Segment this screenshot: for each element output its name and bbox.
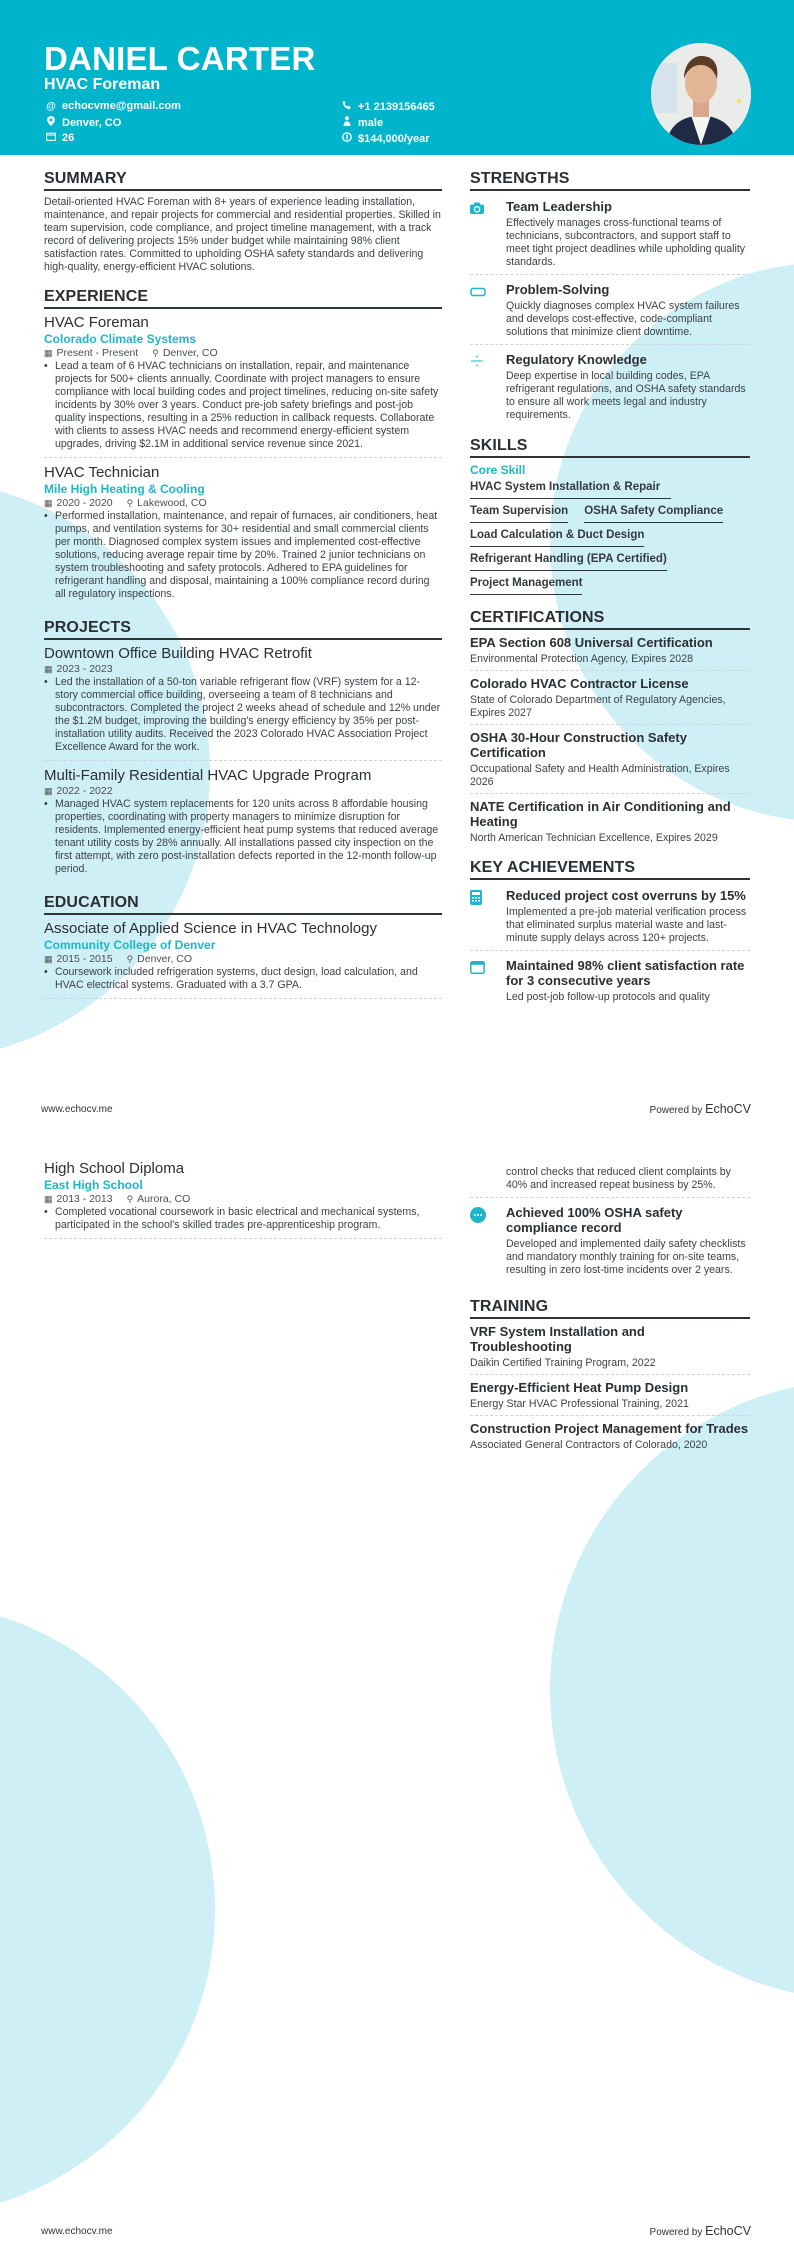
entry-meta bbox=[44, 347, 442, 359]
phone-icon bbox=[340, 100, 354, 113]
right-column bbox=[470, 170, 750, 1013]
entry-dates: Present - Present bbox=[56, 347, 139, 359]
training-title: Energy-Efficient Heat Pump Design bbox=[470, 1380, 689, 1395]
calendar-icon: ▦ bbox=[44, 348, 53, 358]
degree-title: High School Diploma bbox=[44, 1160, 185, 1177]
entry-location: Aurora, CO bbox=[137, 1193, 191, 1205]
calendar-icon bbox=[44, 132, 58, 144]
calendar-icon: ▦ bbox=[44, 664, 53, 674]
summary-section bbox=[44, 170, 442, 274]
divide-icon bbox=[470, 352, 506, 422]
education-entry bbox=[44, 1160, 442, 1239]
avatar bbox=[651, 43, 751, 145]
strength-desc: Effectively manages cross-functional teams of technicians, subcontractors, and support staff to meet tight project deadlines while upholding quality standards. bbox=[506, 217, 746, 268]
job-title: HVAC Technician bbox=[44, 464, 160, 481]
education-section bbox=[44, 894, 442, 999]
skill-tag: Team Supervision bbox=[470, 503, 568, 523]
achievement-item bbox=[470, 885, 750, 951]
experience-section bbox=[44, 288, 442, 607]
skills-section bbox=[470, 437, 750, 599]
camera-icon bbox=[470, 199, 506, 269]
certification-item bbox=[470, 676, 750, 725]
strength-desc: Deep expertise in local building codes, EPA refrigerant regulations, and OSHA safety standards to ensure all work meets legal and industry requirements. bbox=[506, 370, 746, 421]
entry-meta bbox=[44, 663, 442, 675]
entry-meta bbox=[44, 785, 442, 797]
strength-item bbox=[470, 279, 750, 345]
contact-location: Denver, CO bbox=[44, 116, 121, 129]
skill-tag: Load Calculation & Duct Design bbox=[470, 527, 644, 547]
training-provider: Associated General Contractors of Colorado, 2020 bbox=[470, 1439, 708, 1451]
achievement-title: Maintained 98% client satisfaction rate for 3 consecutive years bbox=[506, 958, 745, 988]
strength-item bbox=[470, 349, 750, 427]
map-pin-icon: ⚲ bbox=[152, 348, 159, 358]
achievement-desc: control checks that reduced client complaints by 40% and increased repeat business by 25%. bbox=[506, 1166, 731, 1191]
experience-entry bbox=[44, 464, 442, 607]
achievement-desc: Implemented a pre-job material verification process that eliminated surplus material waste and last-minute supply delays across 120+ projects. bbox=[506, 906, 747, 944]
brand-logo: EchoCV bbox=[705, 1102, 751, 1116]
job-title: HVAC Foreman bbox=[44, 314, 149, 331]
footer-site-link[interactable]: www.echocv.me bbox=[41, 1104, 113, 1115]
skill-tag: OSHA Safety Compliance bbox=[584, 503, 723, 523]
left-column-page2 bbox=[44, 1160, 442, 1245]
cert-title: Colorado HVAC Contractor License bbox=[470, 676, 689, 691]
calendar-icon bbox=[470, 958, 506, 1004]
brand-logo: EchoCV bbox=[705, 2224, 751, 2238]
spacer bbox=[470, 1166, 506, 1192]
entry-bullet: • Led the installation of a 50-ton variable refrigerant flow (VRF) system for a 12-story commercial office building, overseeing a team of 8 technicians and subcontractors. Completed the project 2 weeks ahead of schedule and 12% under the $1.2M budget, improving the building's energy efficiency by 35% per post-installation utility audits. Received the 2023 Colorado HVAC Association Project Excellence Award for the work. bbox=[44, 676, 441, 753]
training-section bbox=[470, 1298, 750, 1456]
project-title: Multi-Family Residential HVAC Upgrade Program bbox=[44, 767, 372, 784]
achievements-heading: KEY ACHIEVEMENTS bbox=[470, 859, 750, 880]
contact-gender: male bbox=[340, 116, 383, 129]
achievements-section bbox=[470, 859, 750, 1009]
training-title: Construction Project Management for Trades bbox=[470, 1421, 749, 1436]
project-entry bbox=[44, 767, 442, 882]
experience-entry bbox=[44, 314, 442, 458]
map-pin-icon: ⚲ bbox=[126, 498, 134, 508]
entry-bullet: • Lead a team of 6 HVAC technicians on installation, repair, and maintenance projects for 500+ clients annually. Coordinate with project managers to ensure compliance with local building codes and project timelines, reducing on-site safety incidents by 30% over 3 years. Conduct pre-job safety briefings and post-job quality inspections, resulting in a 25% reduction in callback requests. Collaborate with clients to assess HVAC needs and recommend energy-efficient system upgrades, driving $2.1M in additional service revenue since 2021. bbox=[44, 360, 439, 450]
resume-header bbox=[0, 0, 794, 155]
entry-dates: 2015 - 2015 bbox=[56, 953, 113, 965]
calendar-icon: ▦ bbox=[44, 498, 53, 508]
experience-heading: EXPERIENCE bbox=[44, 288, 442, 309]
certification-item bbox=[470, 799, 750, 849]
certifications-section bbox=[470, 609, 750, 849]
calendar-icon: ▦ bbox=[44, 786, 53, 796]
rectangle-icon bbox=[470, 282, 506, 339]
training-title: VRF System Installation and Troubleshooting bbox=[470, 1324, 645, 1354]
skill-tag: HVAC System Installation & Repair bbox=[470, 479, 671, 499]
at-icon: @ bbox=[46, 100, 56, 112]
candidate-title: HVAC Foreman bbox=[44, 76, 161, 93]
entry-dates: 2023 - 2023 bbox=[56, 663, 113, 675]
more-icon bbox=[470, 1205, 506, 1277]
achievement-item-continued bbox=[470, 1163, 750, 1198]
entry-location: Lakewood, CO bbox=[137, 497, 207, 509]
cert-title: OSHA 30-Hour Construction Safety Certification bbox=[470, 730, 687, 760]
calendar-icon: ▦ bbox=[44, 1194, 53, 1204]
training-provider: Daikin Certified Training Program, 2022 bbox=[470, 1357, 656, 1369]
money-icon bbox=[340, 132, 354, 145]
entry-dates: 2022 - 2022 bbox=[56, 785, 113, 797]
skill-tag: Project Management bbox=[470, 575, 582, 595]
contact-phone[interactable]: +1 2139156465 bbox=[340, 100, 435, 113]
entry-meta bbox=[44, 497, 442, 509]
right-column-page2 bbox=[470, 1163, 750, 1461]
entry-dates: 2013 - 2013 bbox=[56, 1193, 113, 1205]
entry-meta bbox=[44, 1193, 442, 1205]
strengths-heading: STRENGTHS bbox=[470, 170, 750, 191]
candidate-name: DANIEL CARTER bbox=[44, 40, 316, 77]
cert-title: EPA Section 608 Universal Certification bbox=[470, 635, 713, 650]
achievement-item bbox=[470, 955, 750, 1009]
footer-powered: Powered by EchoCV bbox=[649, 2224, 751, 2238]
skill-group-label: Core Skill bbox=[470, 463, 526, 477]
footer-powered: Powered by EchoCV bbox=[649, 1102, 751, 1116]
training-heading: TRAINING bbox=[470, 1298, 750, 1319]
school-name: Community College of Denver bbox=[44, 938, 216, 952]
entry-dates: 2020 - 2020 bbox=[56, 497, 113, 509]
training-item bbox=[470, 1421, 750, 1456]
contact-age: 26 bbox=[44, 132, 74, 144]
training-item bbox=[470, 1324, 750, 1375]
map-pin-icon bbox=[44, 116, 58, 129]
decor-circle-left-p2 bbox=[0, 1602, 215, 2217]
left-column bbox=[44, 170, 442, 1005]
strength-title: Regulatory Knowledge bbox=[506, 352, 647, 367]
training-item bbox=[470, 1380, 750, 1416]
map-pin-icon: ⚲ bbox=[126, 1194, 134, 1204]
skill-list bbox=[470, 479, 750, 599]
skills-heading: SKILLS bbox=[470, 437, 750, 458]
project-entry bbox=[44, 645, 442, 761]
entry-location: Denver, CO bbox=[137, 953, 193, 965]
certification-item bbox=[470, 730, 750, 794]
calculator-icon bbox=[470, 888, 506, 945]
education-heading: EDUCATION bbox=[44, 894, 442, 915]
projects-section bbox=[44, 619, 442, 882]
certifications-heading: CERTIFICATIONS bbox=[470, 609, 750, 630]
cert-issuer: North American Technician Excellence, Expires 2029 bbox=[470, 832, 718, 844]
footer-site-link[interactable]: www.echocv.me bbox=[41, 2226, 113, 2237]
summary-text: Detail-oriented HVAC Foreman with 8+ years of experience leading installation, maintenance, and repair projects for commercial and residential properties. Skilled in team supervision, code compliance, and project timeline management, with a track record of delivering projects 15% under budget while maintaining 98% client satisfaction rates. Committed to upholding OSHA safety standards and delivering high-quality, energy-efficient HVAC solutions. bbox=[44, 196, 441, 273]
contact-email[interactable]: @ echocvme@gmail.com bbox=[44, 100, 181, 112]
cert-issuer: Occupational Safety and Health Administration, Expires 2026 bbox=[470, 763, 730, 788]
projects-heading: PROJECTS bbox=[44, 619, 442, 640]
cert-issuer: State of Colorado Department of Regulatory Agencies, Expires 2027 bbox=[470, 694, 726, 719]
certification-item bbox=[470, 635, 750, 671]
cert-issuer: Environmental Protection Agency, Expires 2028 bbox=[470, 653, 693, 665]
entry-bullet: • Managed HVAC system replacements for 120 units across 8 affordable housing properties, coordinating with property managers to minimize disruption for residents. Implemented energy-efficient heat pump systems that reduced average tenant utility costs by 28% annually. All installations passed city inspection on the first attempt, with zero post-installation defects reported in the 12-month follow-up period. bbox=[44, 798, 439, 875]
strength-title: Team Leadership bbox=[506, 199, 612, 214]
achievement-desc: Developed and implemented daily safety checklists and mandatory monthly training for on-site teams, resulting in zero lost-time incidents over 2 years. bbox=[506, 1238, 746, 1276]
achievement-title: Achieved 100% OSHA safety compliance record bbox=[506, 1205, 683, 1235]
entry-meta bbox=[44, 953, 442, 965]
decor-circle-right-p2 bbox=[550, 1380, 794, 2000]
school-name: East High School bbox=[44, 1178, 143, 1192]
education-entry bbox=[44, 920, 442, 999]
training-provider: Energy Star HVAC Professional Training, 2021 bbox=[470, 1398, 689, 1410]
project-title: Downtown Office Building HVAC Retrofit bbox=[44, 645, 312, 662]
entry-bullet: • Performed installation, maintenance, and repair of furnaces, air conditioners, heat pumps, and ventilation systems for 30+ residential and small commercial clients per month. Diagnosed complex system issues and implemented cost-effective solutions, reducing average repair time by 20%. Trained 2 junior technicians on system troubleshooting and safety protocols. Adhered to EPA guidelines for refrigerant handling and disposal, maintaining a 100% compliance record during all regulatory inspections. bbox=[44, 510, 438, 600]
achievement-desc: Led post-job follow-up protocols and quality bbox=[506, 991, 710, 1003]
entry-location: Denver, CO bbox=[162, 347, 218, 359]
achievement-item bbox=[470, 1202, 750, 1282]
entry-bullet: • Completed vocational coursework in basic electrical and mechanical systems, participated in the school's skilled trades pre-apprenticeship program. bbox=[44, 1206, 420, 1231]
strength-title: Problem-Solving bbox=[506, 282, 610, 297]
company-name: Mile High Heating & Cooling bbox=[44, 482, 205, 496]
strength-desc: Quickly diagnoses complex HVAC system failures and develops cost-effective, code-compliant solutions that minimize client downtime. bbox=[506, 300, 740, 338]
strength-item bbox=[470, 196, 750, 275]
entry-bullet: • Coursework included refrigeration systems, duct design, load calculation, and HVAC electrical systems. Graduated with a 3.7 GPA. bbox=[44, 966, 418, 991]
cert-title: NATE Certification in Air Conditioning and Heating bbox=[470, 799, 731, 829]
summary-heading: SUMMARY bbox=[44, 170, 442, 191]
skill-tag: Refrigerant Handling (EPA Certified) bbox=[470, 551, 667, 571]
company-name: Colorado Climate Systems bbox=[44, 332, 197, 346]
achievement-title: Reduced project cost overruns by 15% bbox=[506, 888, 746, 903]
strengths-section bbox=[470, 170, 750, 427]
degree-title: Associate of Applied Science in HVAC Technology bbox=[44, 920, 377, 937]
person-icon bbox=[340, 116, 354, 129]
calendar-icon: ▦ bbox=[44, 954, 53, 964]
contact-salary: $144,000/year bbox=[340, 132, 430, 145]
map-pin-icon: ⚲ bbox=[126, 954, 134, 964]
